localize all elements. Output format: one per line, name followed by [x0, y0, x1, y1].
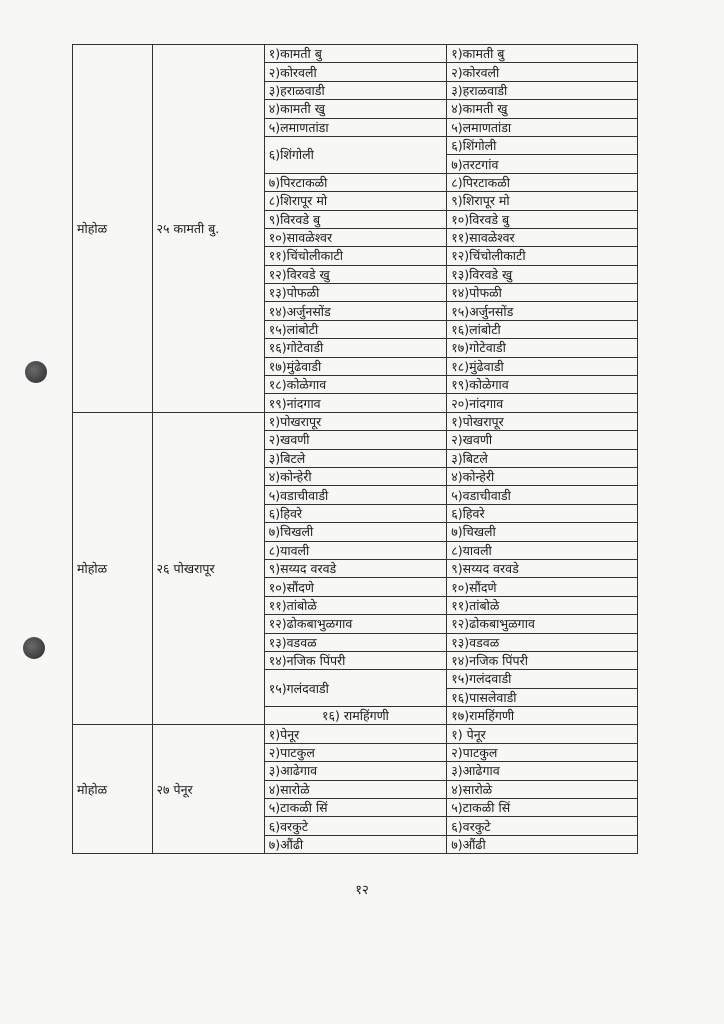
table-row — [73, 45, 638, 63]
proposed-village-cell: १३)वडवळ — [447, 633, 638, 651]
proposed-village-cell: ३)आढेगाव — [447, 762, 638, 780]
proposed-village-cell: १२)चिंचोलीकाटी — [447, 247, 638, 265]
existing-village-cell: ४)कोन्हेरी — [264, 467, 447, 485]
proposed-village-cell: ६)शिंगोली — [447, 136, 638, 154]
existing-village-cell: ७)औंढी — [264, 835, 447, 853]
proposed-village-cell: १२)ढोकबाभुळगाव — [447, 615, 638, 633]
proposed-village-cell: ६)वरकुटे — [447, 817, 638, 835]
existing-village-cell: १४)नजिक पिंपरी — [264, 651, 447, 669]
proposed-village-cell: १३)विरवडे खु — [447, 265, 638, 283]
existing-village-cell: १)कामती बु — [264, 45, 447, 63]
existing-village-cell: ५)टाकळी सिं — [264, 799, 447, 817]
existing-village-cell: १५)लांबोटी — [264, 320, 447, 338]
punch-hole — [23, 637, 45, 659]
existing-village-cell: १०)सावळेश्वर — [264, 228, 447, 246]
proposed-village-cell: ५)लमाणतांडा — [447, 118, 638, 136]
existing-village-cell: ४)कामती खु — [264, 100, 447, 118]
existing-village-cell: १५)गलंदवाडी — [264, 670, 447, 707]
table-body — [73, 45, 638, 854]
existing-village-cell: ९)सय्यद वरवडे — [264, 559, 447, 577]
existing-village-cell: १६) रामहिंगणी — [264, 707, 447, 725]
existing-village-cell: २)कोरवली — [264, 63, 447, 81]
proposed-village-cell: ७)तरटगांव — [447, 155, 638, 173]
village-table — [72, 44, 638, 854]
proposed-village-cell: १९)कोळेगाव — [447, 376, 638, 394]
gram-panchayat-cell: २६ पोखरापूर — [152, 412, 264, 725]
existing-village-cell: ९)विरवडे बु — [264, 210, 447, 228]
existing-village-cell: ४)सारोळे — [264, 780, 447, 798]
existing-village-cell: ११)चिंचोलीकाटी — [264, 247, 447, 265]
proposed-village-cell: ११)सावळेश्वर — [447, 228, 638, 246]
proposed-village-cell: १०)सौंदणे — [447, 578, 638, 596]
proposed-village-cell: ९)शिरापूर मो — [447, 192, 638, 210]
proposed-village-cell: १६)लांबोटी — [447, 320, 638, 338]
existing-village-cell: ५)लमाणतांडा — [264, 118, 447, 136]
existing-village-cell: ६)हिवरे — [264, 504, 447, 522]
page-number: १२ — [355, 883, 369, 898]
proposed-village-cell: १७)रामहिंगणी — [447, 707, 638, 725]
existing-village-cell: ७)चिखली — [264, 523, 447, 541]
proposed-village-cell: ५)टाकळी सिं — [447, 799, 638, 817]
existing-village-cell: १२)विरवडे खु — [264, 265, 447, 283]
proposed-village-cell: २०)नांदगाव — [447, 394, 638, 412]
existing-village-cell: ८)शिरापूर मो — [264, 192, 447, 210]
table-row — [73, 412, 638, 430]
existing-village-cell: २)खवणी — [264, 431, 447, 449]
proposed-village-cell: १०)विरवडे बु — [447, 210, 638, 228]
proposed-village-cell: २)कोरवली — [447, 63, 638, 81]
proposed-village-cell: १७)गोटेवाडी — [447, 339, 638, 357]
proposed-village-cell: ५)वडाचीवाडी — [447, 486, 638, 504]
proposed-village-cell: १४)नजिक पिंपरी — [447, 651, 638, 669]
proposed-village-cell: ४)सारोळे — [447, 780, 638, 798]
taluka-cell: मोहोळ — [73, 725, 153, 854]
taluka-cell: मोहोळ — [73, 45, 153, 413]
existing-village-cell: २)पाटकुल — [264, 743, 447, 761]
existing-village-cell: १७)मुंढेवाडी — [264, 357, 447, 375]
existing-village-cell: १३)पोफळी — [264, 284, 447, 302]
proposed-village-cell: ३)बिटले — [447, 449, 638, 467]
proposed-village-cell: ८)यावली — [447, 541, 638, 559]
proposed-village-cell: २)खवणी — [447, 431, 638, 449]
existing-village-cell: १६)गोटेवाडी — [264, 339, 447, 357]
proposed-village-cell: ७)औंढी — [447, 835, 638, 853]
existing-village-cell: १०)सौंदणे — [264, 578, 447, 596]
gram-panchayat-cell: २५ कामती बु. — [152, 45, 264, 413]
proposed-village-cell: ८)पिरटाकळी — [447, 173, 638, 191]
existing-village-cell: ३)आढेगाव — [264, 762, 447, 780]
punch-hole — [25, 361, 47, 383]
existing-village-cell: १९)नांदगाव — [264, 394, 447, 412]
existing-village-cell: ६)शिंगोली — [264, 136, 447, 173]
proposed-village-cell: ४)कोन्हेरी — [447, 467, 638, 485]
existing-village-cell: ३)हराळवाडी — [264, 81, 447, 99]
existing-village-cell: ६)वरकुटे — [264, 817, 447, 835]
existing-village-cell: १२)ढोकबाभुळगाव — [264, 615, 447, 633]
proposed-village-cell: ९)सय्यद वरवडे — [447, 559, 638, 577]
proposed-village-cell: ११)तांबोळे — [447, 596, 638, 614]
table-row — [73, 725, 638, 743]
proposed-village-cell: ३)हराळवाडी — [447, 81, 638, 99]
existing-village-cell: १३)वडवळ — [264, 633, 447, 651]
existing-village-cell: १)पोखरापूर — [264, 412, 447, 430]
proposed-village-cell: १)कामती बु — [447, 45, 638, 63]
proposed-village-cell: १)पोखरापूर — [447, 412, 638, 430]
proposed-village-cell: १६)पासलेवाडी — [447, 688, 638, 706]
proposed-village-cell: १८)मुंढेवाडी — [447, 357, 638, 375]
proposed-village-cell: ६)हिवरे — [447, 504, 638, 522]
proposed-village-cell: १४)पोफळी — [447, 284, 638, 302]
proposed-village-cell: १५)अर्जुनसोंड — [447, 302, 638, 320]
proposed-village-cell: १५)गलंदवाडी — [447, 670, 638, 688]
proposed-village-cell: १) पेनूर — [447, 725, 638, 743]
existing-village-cell: ११)तांबोळे — [264, 596, 447, 614]
proposed-village-cell: २)पाटकुल — [447, 743, 638, 761]
proposed-village-cell: ४)कामती खु — [447, 100, 638, 118]
proposed-village-cell: ७)चिखली — [447, 523, 638, 541]
existing-village-cell: ३)बिटले — [264, 449, 447, 467]
existing-village-cell: १४)अर्जुनसोंड — [264, 302, 447, 320]
taluka-cell: मोहोळ — [73, 412, 153, 725]
gram-panchayat-cell: २७ पेनूर — [152, 725, 264, 854]
existing-village-cell: १)पेनूर — [264, 725, 447, 743]
existing-village-cell: ५)वडाचीवाडी — [264, 486, 447, 504]
existing-village-cell: ८)यावली — [264, 541, 447, 559]
existing-village-cell: ७)पिरटाकळी — [264, 173, 447, 191]
existing-village-cell: १८)कोळेगाव — [264, 376, 447, 394]
